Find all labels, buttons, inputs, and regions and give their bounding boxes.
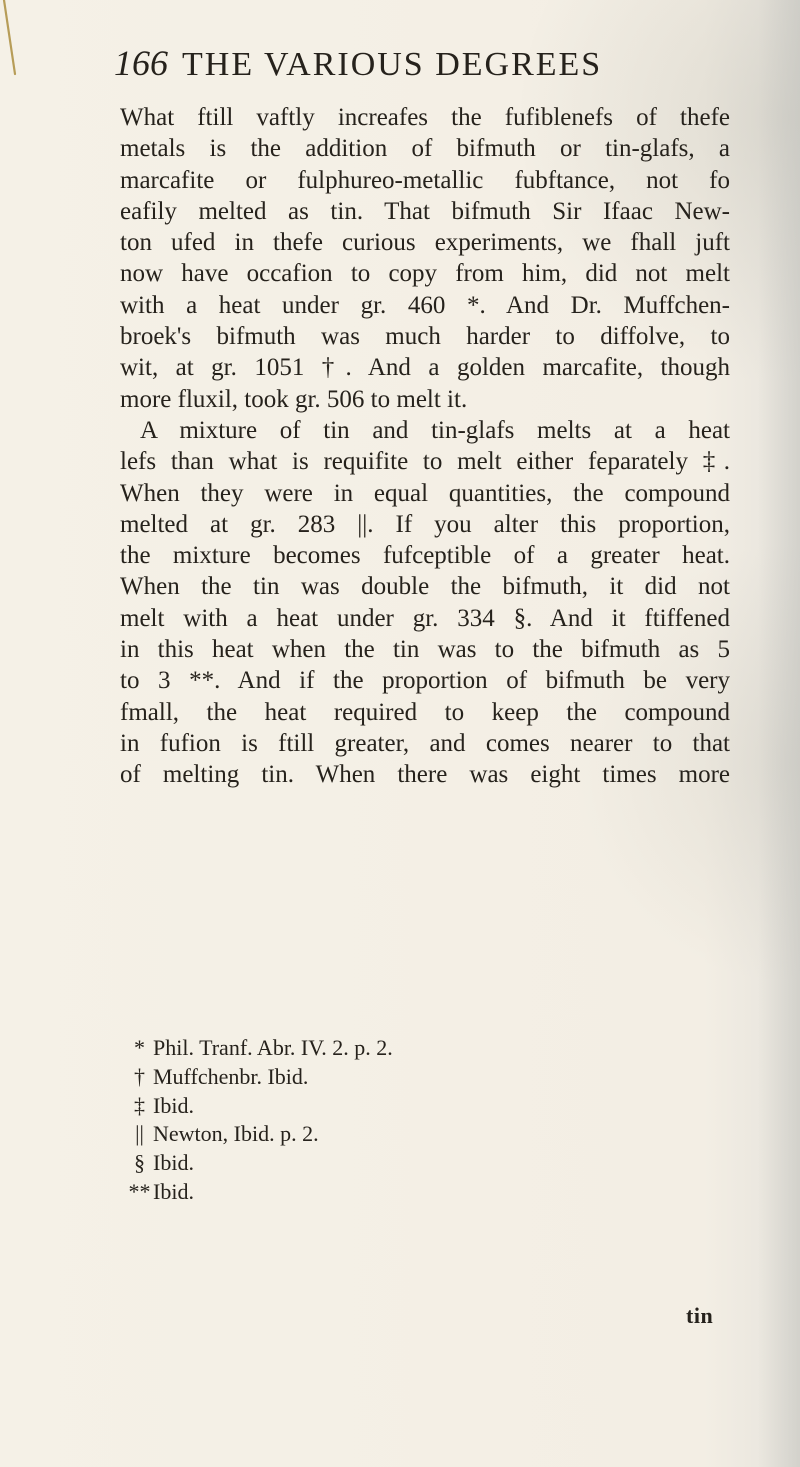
body-line: more fluxil, took gr. 506 to melt it. [120, 385, 468, 413]
body-line: When the tin was double the bifmuth, it did not [120, 573, 730, 601]
corner-pencil-mark [0, 0, 20, 76]
running-title: THE VARIOUS DEGREES [182, 46, 603, 83]
footnote-symbol: § [134, 1150, 145, 1176]
footnote-symbol: † [134, 1063, 145, 1089]
body-line: metals is the addition of bifmuth or tin-glafs, a [120, 135, 730, 163]
body-line: melted at gr. 283 ||. If you alter this proportion, [120, 510, 730, 538]
page-number: 166 [114, 43, 168, 83]
body-line: now have occafion to copy from him, did not melt [120, 260, 730, 288]
footnote [126, 1120, 556, 1149]
body-line: in this heat when the tin was to the bifmuth as 5 [120, 636, 730, 664]
running-head [114, 42, 716, 100]
body-line: A mixture of tin and tin-glafs melts at a heat [140, 416, 730, 444]
footnote-symbol: ‡ [134, 1092, 145, 1118]
body-line: broek's bifmuth was much harder to diffolve, to [120, 323, 730, 351]
body-line: wit, at gr. 1051 †. And a golden marcafite, though [120, 354, 730, 382]
footnote-symbol: || [135, 1121, 144, 1147]
body-line: melt with a heat under gr. 334 §. And it ftiffened [120, 604, 730, 632]
body-line: eafily melted as tin. That bifmuth Sir Ifaac New- [120, 197, 730, 225]
body-text [120, 102, 730, 791]
body-line: the mixture becomes fufceptible of a greater heat. [120, 542, 730, 570]
footnote-text: Ibid. [153, 1150, 194, 1176]
catchword: tin [686, 1303, 714, 1328]
footnote-text: Ibid. [153, 1178, 194, 1204]
body-line: of melting tin. When there was eight times more [120, 761, 730, 789]
footnote-text: Muffchenbr. Ibid. [153, 1063, 309, 1089]
body-line: marcafite or fulphureo-metallic fubftance, not fo [120, 166, 730, 194]
footnotes [126, 1034, 556, 1207]
body-line: lefs than what is requifite to melt either feparately ‡. [120, 448, 730, 476]
page-edge-shadow [758, 0, 800, 1467]
footnote-text: Phil. Tranf. Abr. IV. 2. p. 2. [153, 1035, 393, 1060]
body-line: When they were in equal quantities, the compound [120, 479, 730, 507]
footnote-text: Newton, Ibid. p. 2. [153, 1121, 319, 1147]
footnote-symbol: * [134, 1035, 145, 1060]
footnote-text: Ibid. [153, 1092, 194, 1118]
body-line: ton ufed in thefe curious experiments, we fhall juft [120, 229, 730, 257]
footnote [126, 1063, 556, 1092]
body-line: in fufion is ftill greater, and comes nearer to that [120, 729, 730, 757]
footnote [126, 1178, 556, 1207]
body-line: fmall, the heat required to keep the compound [120, 698, 730, 726]
body-line: What ftill vaftly increafes the fufiblenefs of thefe [120, 104, 730, 131]
body-line: to 3 **. And if the proportion of bifmuth be very [120, 667, 730, 695]
footnote-symbol: ** [128, 1178, 151, 1204]
footnote [126, 1034, 556, 1063]
body-line: with a heat under gr. 460 *. And Dr. Muffchen- [120, 291, 730, 319]
footnote [126, 1149, 556, 1178]
footnote [126, 1092, 556, 1121]
